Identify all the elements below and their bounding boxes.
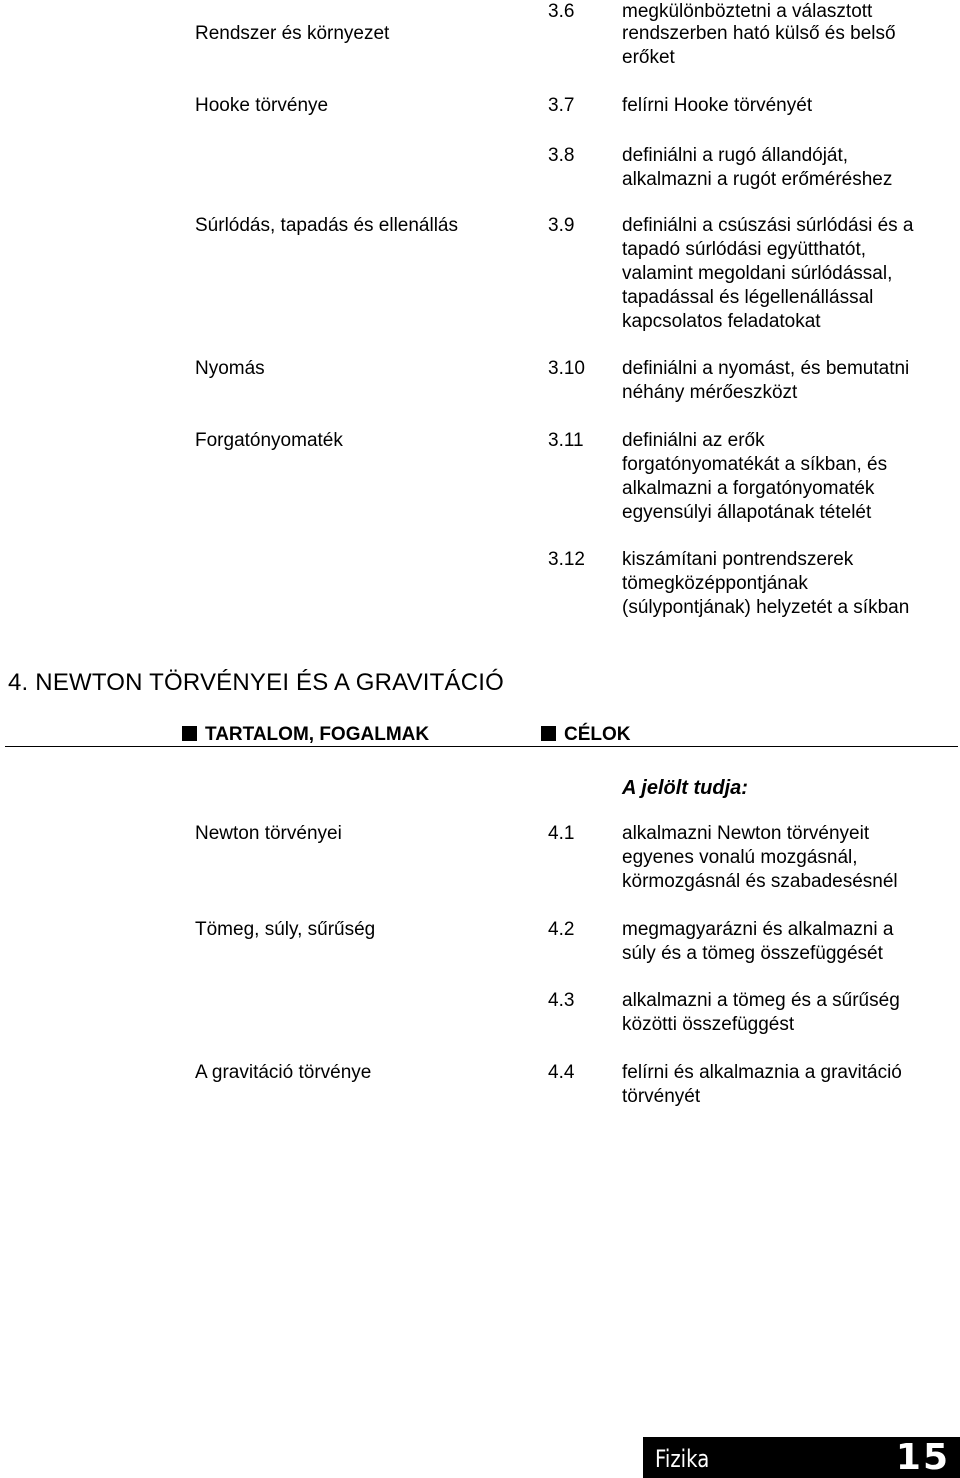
topic-label: Hooke törvénye — [195, 95, 329, 116]
objective-line: definiálni az erők — [622, 430, 765, 451]
objective-number: 3.7 — [548, 95, 575, 116]
objective-number: 3.10 — [548, 358, 585, 379]
objective-number: 4.2 — [548, 919, 575, 940]
objective-line: megmagyarázni és alkalmazni a — [622, 919, 894, 940]
header-divider — [5, 746, 958, 747]
objective-line: forgatónyomatékát a síkban, és — [622, 454, 888, 475]
objective-line: tapadással és légellenállással — [622, 287, 874, 308]
column-header-label: CÉLOK — [564, 724, 631, 745]
objective-line: néhány mérőeszközt — [622, 382, 798, 403]
objective-line: definiálni a csúszási súrlódási és a — [622, 215, 914, 236]
topic-label: Nyomás — [195, 358, 265, 379]
goals-subheading: A jelölt tudja: — [622, 777, 748, 799]
objective-number: 3.6 — [548, 1, 575, 22]
objective-line: alkalmazni a forgatónyomaték — [622, 478, 875, 499]
objective-line: közötti összefüggést — [622, 1014, 795, 1035]
objective-line: törvényét — [622, 1086, 701, 1107]
objective-number: 3.12 — [548, 549, 585, 570]
page-footer-badge — [643, 1437, 960, 1478]
topic-label: Forgatónyomaték — [195, 430, 343, 451]
column-header-goals — [541, 723, 631, 747]
objective-line: valamint megoldani súrlódással, — [622, 263, 893, 284]
objective-number: 3.8 — [548, 145, 575, 166]
objective-line: definiálni a nyomást, és bemutatni — [622, 358, 910, 379]
objective-line: erőket — [622, 47, 675, 68]
column-header-content — [182, 723, 429, 747]
objective-line: alkalmazni Newton törvényeit — [622, 823, 870, 844]
objective-line: rendszerben ható külső és belső — [622, 23, 896, 44]
topic-label: Newton törvényei — [195, 823, 342, 844]
objective-line: tömegközéppontjának — [622, 573, 808, 594]
objective-line: alkalmazni a tömeg és a sűrűség — [622, 990, 900, 1011]
topic-label: A gravitáció törvénye — [195, 1062, 372, 1083]
square-bullet-icon — [182, 726, 197, 741]
objective-line: súly és a tömeg összefüggését — [622, 943, 883, 964]
section-heading: 4. NEWTON TÖRVÉNYEI ÉS A GRAVITÁCIÓ — [8, 669, 505, 696]
objective-number: 4.1 — [548, 823, 575, 844]
topic-label: Rendszer és környezet — [195, 23, 390, 44]
objective-number: 4.4 — [548, 1062, 575, 1083]
objective-line: kiszámítani pontrendszerek — [622, 549, 854, 570]
square-bullet-icon — [541, 726, 556, 741]
subject-label: Fizika — [655, 1445, 710, 1473]
objective-line: felírni Hooke törvényét — [622, 95, 813, 116]
objective-line: alkalmazni a rugót erőméréshez — [622, 169, 893, 190]
objective-line: egyenes vonalú mozgásnál, — [622, 847, 858, 868]
objective-line: megkülönböztetni a választott — [622, 1, 873, 22]
topic-label: Tömeg, súly, sűrűség — [195, 919, 376, 940]
objective-line: kapcsolatos feladatokat — [622, 311, 821, 332]
page-number: 15 — [895, 1437, 950, 1478]
column-header-label: TARTALOM, FOGALMAK — [205, 724, 430, 745]
objective-number: 4.3 — [548, 990, 575, 1011]
objective-number: 3.11 — [548, 430, 584, 451]
objective-line: körmozgásnál és szabadesésnél — [622, 871, 898, 892]
objective-line: (súlypontjának) helyzetét a síkban — [622, 597, 910, 618]
objective-line: tapadó súrlódási együtthatót, — [622, 239, 867, 260]
objective-number: 3.9 — [548, 215, 575, 236]
topic-label: Súrlódás, tapadás és ellenállás — [195, 215, 459, 236]
objective-line: felírni és alkalmaznia a gravitáció — [622, 1062, 902, 1083]
objective-line: definiálni a rugó állandóját, — [622, 145, 849, 166]
objective-line: egyensúlyi állapotának tételét — [622, 502, 872, 523]
